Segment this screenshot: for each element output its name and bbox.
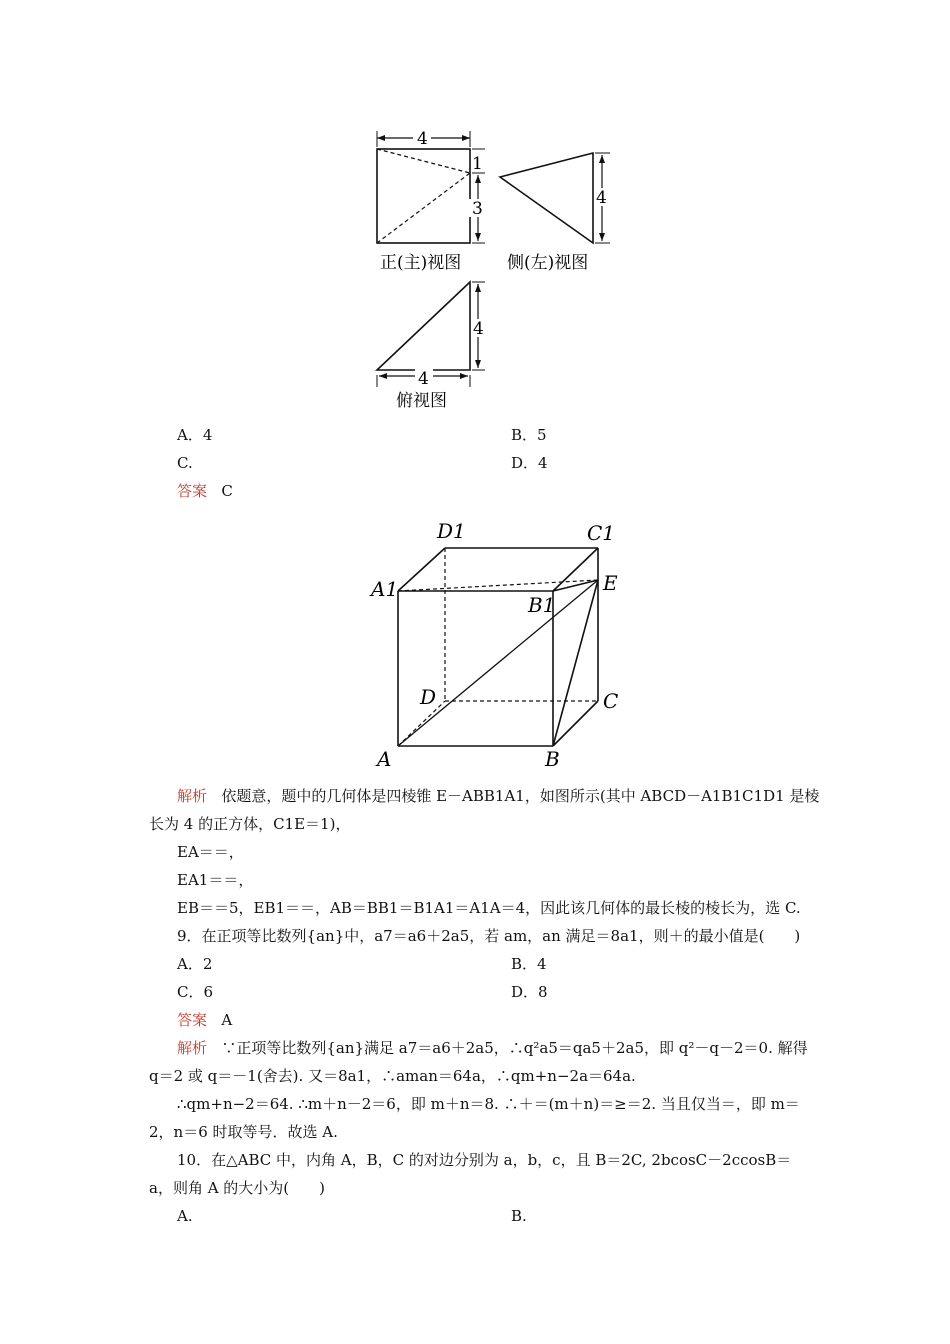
q8-answer-value: C <box>221 482 233 500</box>
label-C1: C1 <box>587 521 616 545</box>
side-height-label: 4 <box>596 188 607 208</box>
front-view-caption: 正(主)视图 <box>380 253 462 273</box>
solution8-line3: EA＝＝， <box>177 843 244 861</box>
label-E: E <box>603 571 618 595</box>
q9-solution-line2: q＝2 或 q＝－1(舍去). 又＝8a1，∴aman＝64a，∴qm+n−2a＝64a. <box>149 1067 636 1085</box>
label-B: B <box>545 747 560 771</box>
top-width-label: 4 <box>418 369 429 389</box>
q9-solution-label: 解析 <box>177 1039 208 1057</box>
q9-option-b: B．4 <box>511 955 547 973</box>
front-width-label: 4 <box>417 129 428 149</box>
q9-option-a: A．2 <box>177 955 213 973</box>
q10-stem-line2: a，则角 A 的大小为( ) <box>149 1179 326 1197</box>
label-A1: A1 <box>371 577 399 601</box>
q9-answer <box>177 1010 232 1030</box>
solution8-line2: 长为 4 的正方体，C1E＝1)， <box>149 815 351 833</box>
q8-option-c: C. <box>177 454 193 472</box>
q10-stem-line1: 10．在△ABC 中，内角 A，B，C 的对边分别为 a，b，c，且 B＝2C, 2bcosC－2ccosB＝ <box>177 1151 792 1169</box>
q8-option-a: A．4 <box>177 426 213 444</box>
solution8-line5: EB＝＝5，EB1＝＝，AB＝BB1＝B1A1＝A1A＝4，因此该几何体的最长棱的棱长为，选 C. <box>177 899 801 917</box>
label-B1: B1 <box>528 593 556 617</box>
q9-solution-text1: ∵正项等比数列{an}满足 a7＝a6＋2a5，∴q²a5＝qa5＋2a5，即 q²－q－2＝0. 解得 <box>221 1039 808 1057</box>
label-A: A <box>377 747 392 771</box>
label-D1: D1 <box>437 519 466 543</box>
q9-stem: 9．在正项等比数列{an}中，a7＝a6＋2a5，若 am，an 满足＝8a1，则＋的最小值是( ) <box>177 927 801 945</box>
q10-option-a: A. <box>177 1207 193 1225</box>
front-top-label: 1 <box>472 154 483 174</box>
front-bottom-label: 3 <box>472 199 483 219</box>
solution8-text1: 依题意，题中的几何体是四棱锥 E－ABB1A1，如图所示(其中 ABCD－A1B1C1D1 是棱 <box>221 787 820 805</box>
q8-option-d: D．4 <box>511 454 548 472</box>
solution8-line1 <box>177 786 819 806</box>
side-view <box>500 153 610 243</box>
q10-option-b: B. <box>511 1207 527 1225</box>
q8-answer <box>177 481 233 501</box>
top-height-label: 4 <box>473 319 484 339</box>
label-D: D <box>420 685 437 709</box>
label-C: C <box>603 689 619 713</box>
top-view-caption: 俯视图 <box>396 391 447 411</box>
q9-solution-line4: 2，n＝6 时取等号．故选 A. <box>149 1123 338 1141</box>
front-view <box>377 131 485 243</box>
q9-solution-line1 <box>177 1038 808 1058</box>
solution8-label: 解析 <box>177 787 208 805</box>
q9-option-c: C．6 <box>177 983 214 1001</box>
cube-figure <box>365 508 635 776</box>
solution8-line4: EA1＝＝， <box>177 871 254 889</box>
q9-answer-value: A <box>221 1011 233 1029</box>
q9-answer-label: 答案 <box>177 1011 208 1029</box>
q8-option-b: B．5 <box>511 426 547 444</box>
side-view-caption: 侧(左)视图 <box>507 253 589 273</box>
q9-solution-line3: ∴qm+n−2＝64. ∴m＋n－2＝6，即 m＋n＝8. ∴＋＝(m＋n)＝≥＝2. 当且仅当＝，即 m＝ <box>177 1095 800 1113</box>
q9-option-d: D．8 <box>511 983 548 1001</box>
three-view-figure <box>360 125 620 420</box>
q8-answer-label: 答案 <box>177 482 208 500</box>
